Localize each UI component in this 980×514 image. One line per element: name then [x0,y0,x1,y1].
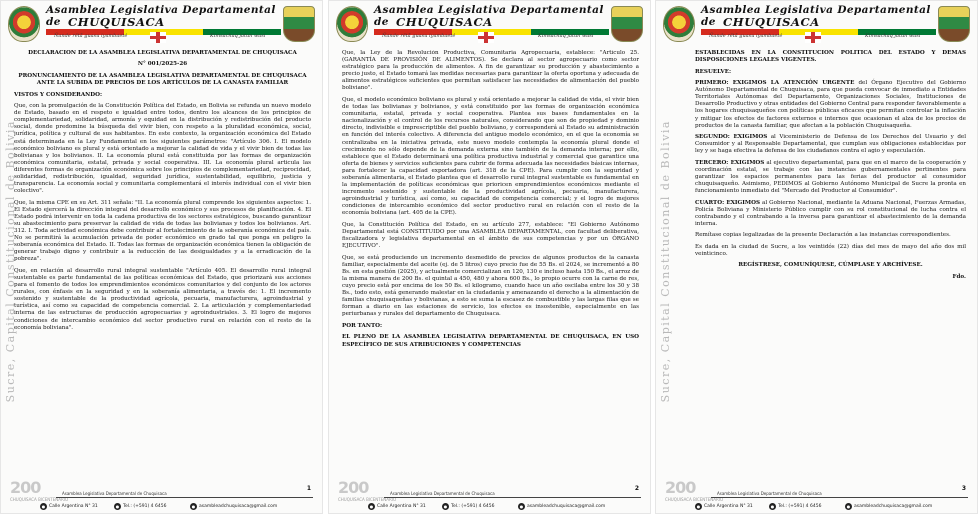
page-number: 1 [306,485,311,492]
header-tagline-left: Ñande rëtã guasu iyambaeté [709,33,783,39]
footer-email: ● asambleadchuquisaca@gmail.com [519,504,606,509]
resolution-2: SEGUNDO: EXIGIMOS al Viceministerio de Defensa de los Derechos del Usuario y del Consumidor y al Responsable Departamental, que cumplan sus obligaciones establecidas por ley y se haga efectiva la defensa de los ciudadanos contra el agio y especulación. [695,134,966,155]
header-tagline-right: Kimsachaq jatun wasi [538,33,594,39]
page-body [342,50,639,474]
footer-phone: ● Tel.: (+591) 4 6456 [443,504,495,509]
footer-divider [384,497,641,498]
bolivia-coat-of-arms-icon [336,6,368,42]
paragraph: Que, la misma CPE en su Art. 311 señala: "II. La economía plural comprende los siguientes aspectos: 1. El Estado ejercerá la dirección integral del desarrollo económico y sus procesos de planificación. 4. El Estado podrá intervenir en toda la cadena productiva de los sectores estratégicos, buscando garantizar su abastecimiento para preservar la calidad de vida de todas las bolivianas y todos los bolivianos. Art. 312. I. Toda actividad económica debe contribuir al fortalecimiento de la soberanía económica del país. No se permitirá la acumulación privada de poder económico en grado tal que ponga en peligro la soberanía económica del Estado. II. Todas las formas de organización económica tienen la obligación de generar trabajo digno y contribuir a la reducción de las desigualdades y a la erradicación de la pobreza". [14,199,311,263]
paragraph: Que, en relación al desarrollo rural integral sustentable "Artículo 405. El desarrollo rural integral sustentable es parte fundamental de las políticas económicas del Estado, que priorizará sus acciones para el fomento de todos los emprendimientos económicos comunitarios y del conjunto de los actores rurales, con énfasis en la seguridad y en la soberanía alimentaria, a través de: 1. El incremento sostenido y sustentable de la productividad agrícola, pecuaria, manufacturera, agroindustrial y turística, así como su capacidad de competencia comercial. 2. La articulación y complementariedad interna de las estructuras de producción agropecuarias y agroindustriales. 3. El logro de mejores condiciones de intercambio económico del sector productivo rural en relación con el resto de la economía boliviana". [14,267,311,331]
bicentennial-watermark: 200 CHUQUISACA BICENTENARIO [10,478,69,502]
header-tagline-right: Kimsachaq jatun wasi [865,33,921,39]
location-icon: ● [696,504,701,509]
letterhead [328,0,651,48]
paragraph: Que, con la promulgación de la Constitución Política del Estado, en Bolivia se refunda un nuevo modelo de Estado, basado en el respeto e igualdad entre todos, dentro los alcances de los principios de complementariedad, solidaridad, armonía y equidad en la distribución y redistribución del producto social, donde predomine la búsqueda del vivir bien, con respeto a la pluralidad económica, social, jurídica, política y cultural de sus habitantes. En este contexto, la organización económica del Estado está determinada en la Ley Fundamental en los siguientes parámetros: "Artículo 306. I. El modelo económico boliviano es plural y está orientado a mejorar la calidad de vida y el vivir bien de todas las bolivianas y los bolivianos. II. La economía plural está constituida por las formas de organización económica comunitaria, estatal, privada y social cooperativa. III. La economía plural articula las diferentes formas de organización económica sobre los principios de complementariedad, reciprocidad, solidaridad, redistribución, igualdad, seguridad jurídica, sustentabilidad, equilibrio, justicia y transparencia. La economía social y comunitaria complementará el interés individual con el vivir bien colectivo". [14,103,311,195]
page-number: 2 [634,485,639,492]
bicentennial-watermark: 200 CHUQUISACA BICENTENARIO [665,478,724,502]
chuquisaca-flag-icon [805,32,821,43]
document-page-2 [328,0,651,514]
letterhead [655,0,978,48]
bolivia-coat-of-arms-icon [8,6,40,42]
header-line-2: CHUQUISACA [396,15,493,29]
chuquisaca-coat-of-arms-icon [283,6,315,42]
chuquisaca-coat-of-arms-icon [611,6,643,42]
footer-email: ● asambleadchuquisaca@gmail.com [846,504,933,509]
resolution-3: TERCERO: EXIGIMOS al ejecutivo departamental, para que en el marco de la cooperación y coordinación estatal, se trabaje con las instancias gubernamentales pertinentes para garantizar los espacios permanentes para las ferias del productor al consumidor chuquisaqueño. Asimismo, PEDIMOS al Gobierno Autónomo Municipal de Sucre la pronta en funcionamiento inmediato del "Mercado del Productor al Consumidor". [695,159,966,195]
footer-phone: ● Tel.: (+591) 4 6456 [770,504,822,509]
bicentennial-watermark: 200 CHUQUISACA BICENTENARIO [338,478,397,502]
chuquisaca-flag-icon [478,32,494,43]
footer-phone: ● Tel.: (+591) 4 6456 [115,504,167,509]
paragraph: Que, la Constitución Política del Estado, en su artículo 277, establece: "El Gobierno Autónomo Departamental está CONSTITUIDO por una ASAMBLEA DEPARTAMENTAL, con facultad deliberativa, fiscalizadora y legislativa departamental en el ámbito de sus competencias y por un ÓRGANO EJECUTIVO". [342,221,639,250]
resolution-1: PRIMERO: EXIGIMOS LA ATENCIÓN URGENTE del Órgano Ejecutivo del Gobierno Autónomo Departamental de Chuquisaca, para que pueda convocar de inmediato a Entidades Territoriales Autónomas del Departamento, Organizaciones Sociales, Instituciones de Desarrollo Productivo y otras entidades del Gobierno Central para responder favorablemente a los hogares chuquisaqueños con políticas públicas eficaces que permitan controlar la inflación y mitigar los efectos de factores externos e internos que ocasionan el alza de los precios de productos de la canasta familiar, que afectan a la población Chuquisaqueña. [695,80,966,129]
phone-icon: ● [115,504,120,509]
footer-address: ● Calle Argentina N° 31 [696,504,753,509]
page-body [14,50,311,474]
footer-divider [56,497,313,498]
header-tagline-right: Kimsachaq jatun wasi [210,33,266,39]
footer-legal: Asamblea Legislativa Departamental de Chuquisaca [717,491,822,496]
closing-statement: EL PLENO DE LA ASAMBLEA LEGISLATIVA DEPARTAMENTAL DE CHUQUISACA, EN USO ESPECÍFICO DE SUS ATRIBUCIONES Y COMPETENCIAS [342,334,639,348]
footer-address: ● Calle Argentina N° 31 [41,504,98,509]
section-heading: RESUELVE: [695,68,732,75]
header-line-1: Asamblea Legislativa Departamental de [701,4,931,28]
chuquisaca-flag-icon [150,32,166,43]
footer [0,476,323,514]
header-tagline-left: Ñande rëtã guasu iyambaeté [54,33,128,39]
final-formula: REGÍSTRESE, COMUNÍQUESE, CÚMPLASE Y ARCHÍVESE. [738,262,923,269]
document-title: DECLARACIÓN DE LA ASAMBLEA LEGISLATIVA DEPARTAMENTAL DE CHUQUISACA [28,50,297,56]
footer-address: ● Calle Argentina N° 31 [369,504,426,509]
resolution-4: CUARTO: EXIGIMOS al Gobierno Nacional, mediante la Aduana Nacional, Fuerzas Armadas, Policía Boliviana y Ministerio Público cumplir con su rol constitucional de lucha contra el contrabando y el contrabando a la inversa para garantizar el abastecimiento de la demanda interna. [695,199,966,227]
phone-icon: ● [770,504,775,509]
signature-label: Fdo. [952,273,966,280]
paragraph: Que, la Ley de la Revolución Productiva, Comunitaria Agropecuaria, establece: "Artículo 25. (GARANTÍA DE PROVISIÓN DE ALIMENTOS). Se declara al sector agropecuario como sector estratégico para la producción de alimentos. A fin de garantizar su producción y abastecimiento a precio justo, el Estado tomará las medidas necesarias para garantizar la oferta oportuna y adecuada de alimentos estratégicos suficientes que permitan satisfacer las necesidades de alimentación del pueblo boliviano". [342,50,639,92]
bolivia-coat-of-arms-icon [663,6,695,42]
email-icon: ● [519,504,524,509]
letterhead [0,0,323,48]
section-heading: VISTOS Y CONSIDERANDO: [14,91,103,98]
sidebar-motto: Sucre, Capital Constitucional de Bolivia [4,120,17,403]
footer-legal: Asamblea Legislativa Departamental de Chuquisaca [62,491,167,496]
location-icon: ● [41,504,46,509]
paragraph: Que, se está produciendo un incremento desmedido de precios de algunos productos de la canasta familiar, especialmente del aceite (ej. de 5 litros) cuyo precio fue de 55 Bs. el 2024, se incrementó a 80 Bs. en esta gestión (2025), y actualmente comercializan en 120, 130 e incluso hasta 150 Bs., el arroz de la misma manera de 200 Bs. el quintal a 450, 480 y ahora 600 Bs., lo propio ocurre con la carne de res, cuyo precio está por encima de los 50 Bs. el kilogramo, cuando hace un año oscilaba entre los 30 y 38 Bs., todo esto, está generando malestar en la ciudadanía y amenazando el derecho a la alimentación de familias chuquisaqueñas y bolivianas, a esto se suma la escasez de combustible y las largas filas que se forman a diario en las estaciones de servicio, los efectos es insostenible, especialmente en las periurbanas y rurales del departamento de Chuquisaca. [342,254,639,318]
phone-icon: ● [443,504,448,509]
lead-statement: ESTABLECIDAS EN LA CONSTITUCIÓN POLÍTICA DEL ESTADO Y DEMÁS DISPOSICIONES LEGALES VIGENTES. [695,50,966,64]
location-icon: ● [369,504,374,509]
document-page-1 [0,0,323,514]
email-icon: ● [846,504,851,509]
section-heading: POR TANTO: [342,322,383,329]
page-body [695,50,966,474]
header-tagline-left: Ñande rëtã guasu iyambaeté [382,33,456,39]
header-line-1: Asamblea Legislativa Departamental de [374,4,604,28]
document-number: N° 001/2025-26 [137,61,188,68]
footer [655,476,978,514]
chuquisaca-coat-of-arms-icon [938,6,970,42]
sidebar-motto: Sucre, Capital Constitucional de Bolivia [659,120,672,403]
header-line-2: CHUQUISACA [68,15,165,29]
page-number: 3 [961,485,966,492]
footer-email: ● asambleadchuquisaca@gmail.com [191,504,278,509]
document-subtitle: PRONUNCIAMIENTO DE LA ASAMBLEA LEGISLATIVA DEPARTAMENTAL DE CHUQUISACA ANTE LA SUBIDA DE PRECIOS DE LOS ARTÍCULOS DE LA CANASTA FAMILIAR [18,72,307,87]
date-line: Es dada en la ciudad de Sucre, a los veintidós (22) días del mes de mayo del año dos mil veinticinco. [695,243,966,257]
email-icon: ● [191,504,196,509]
document-page-3 [655,0,978,514]
header-line-2: CHUQUISACA [723,15,820,29]
header-line-1: Asamblea Legislativa Departamental de [46,4,276,28]
footer [328,476,651,514]
footer-divider [711,497,968,498]
paragraph: Que, el modelo económico boliviano es plural y está orientado a mejorar la calidad de vida, el vivir bien de todas las bolivianas y bolivianos, y está constituido por las formas de organización económica comunitaria, estatal, privada y social cooperativa. Plantea sus bases fundamentales en la nacionalización y el control de los recursos naturales, considerando que son de propiedad y dominio directo, indivisible e imprescriptible del pueblo boliviano, y corresponderá al Estado su administración en función del interés colectivo. A diferencia del antiguo modelo económico, en el que la economía se centralizaba en la iniciativa privada, este nuevo modelo contempla la economía plural donde el crecimiento no sólo depende de la demanda externa sino también de la demanda interna; por ello, establece que el Estado determinará una política productiva industrial y comercial que garantice una oferta de bienes y servicios suficientes para cubrir de forma adecuada las necesidades básicas internas, para fortalecer la capacidad exportadora (art. 318 de la CPE). Para cumplir con la seguridad y soberanía alimentaria, el Estado plantea que el desarrollo rural integral sustentable es fundamental en la implementación de políticas económicas que prioricen emprendimientos económicos mediante el incremento sostenido y sustentable de la productividad agrícola, pecuaria, manufacturera, agroindustrial y turística, así como, su capacidad de competencia comercial; y el logro de mejores condiciones de intercambio económico del sector productivo rural en relación con el resto de la economía boliviana (art. 405 de la CPE). [342,96,639,217]
footer-legal: Asamblea Legislativa Departamental de Chuquisaca [390,491,495,496]
remittance: Remítase copias legalizadas de la presente Declaración a las instancias correspondientes. [695,232,951,239]
